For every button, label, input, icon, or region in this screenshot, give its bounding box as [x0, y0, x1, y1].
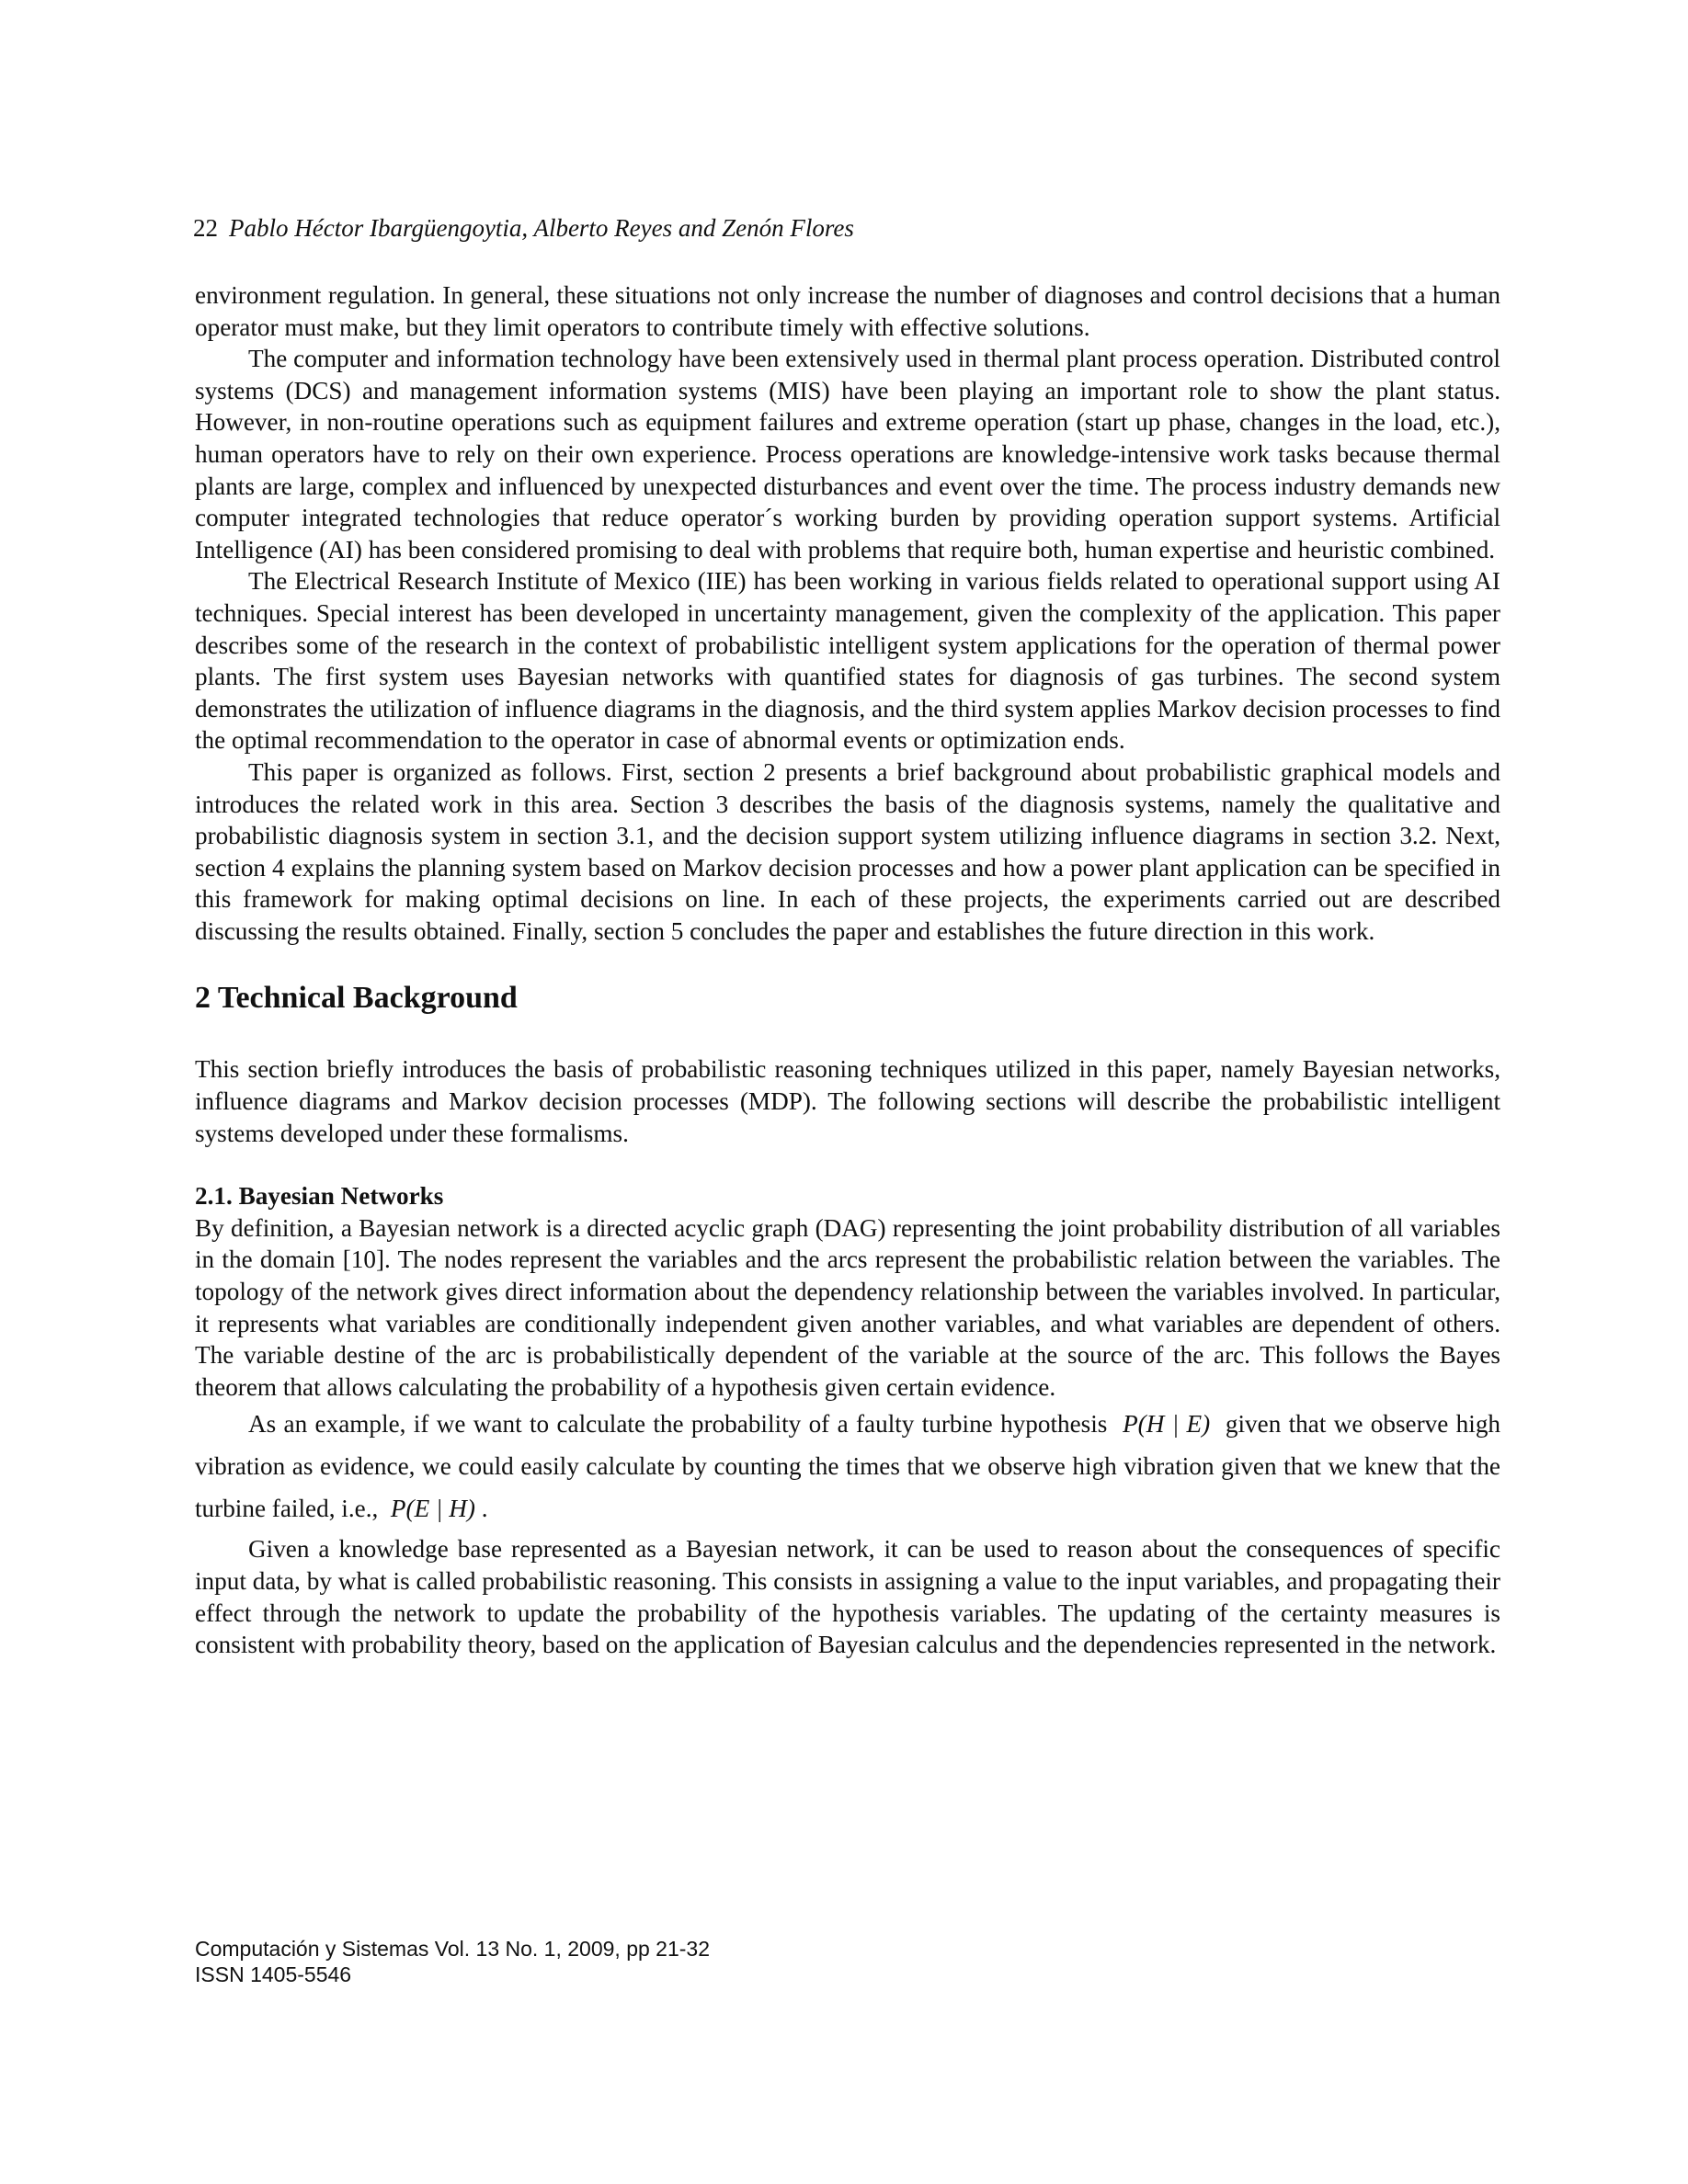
intro-paragraph-2: The computer and information technology have been extensively used in thermal plant process operation. Distributed control systems (DCS) and management information systems (MIS) have been playing an important role to show the plant status. However, in non-routine operations such as equipment failures and extreme operation (start up phase, changes in the load, etc.), human operators have to rely on their own experience. Process operations are knowledge-intensive work tasks because thermal plants are large, complex and influenced by unexpected disturbances and event over the time. The process industry demands new computer integrated technologies that reduce operator´s working burden by providing operation support systems. Artificial Intelligence (AI) has been considered promising to deal with problems that require both, human expertise and heuristic combined.: [195, 345, 1500, 563]
section-2-1-paragraph-1: By definition, a Bayesian network is a directed acyclic graph (DAG) representing the joint probability distribution of all variables in the domain [10]. The nodes represent the variables and the arcs represent the probabilistic relation between the variables. The topology of the network gives direct information about the dependency relationship between the variables involved. In particular, it represents what variables are conditionally independent given another variables, and what variables are dependent of others. The variable destine of the arc is probabilistically dependent of the variable at the source of the arc. This follows the Bayes theorem that allows calculating the probability of a hypothesis given certain evidence.: [195, 1213, 1500, 1401]
body-text: [195, 279, 1500, 1661]
section-2-heading: 2 Technical Background: [195, 981, 518, 1016]
running-header: [193, 210, 1499, 246]
page-number: 22: [193, 214, 218, 242]
paragraph-2-text-a: As an example, if we want to calculate the probability of a faulty turbine hypothesis: [248, 1410, 1108, 1439]
footer-issn: ISSN 1405-5546: [195, 1962, 352, 1986]
header-authors: Pablo Héctor Ibargüengoytia, Alberto Reyes and Zenón Flores: [229, 214, 854, 242]
section-2-paragraph-1: This section briefly introduces the basis of probabilistic reasoning techniques utilized in this paper, namely Bayesian networks, influence diagrams and Markov decision processes (MDP). The following sections will describe the probabilistic intelligent systems developed under these formalisms.: [195, 1055, 1500, 1147]
footer-journal: Computación y Sistemas Vol. 13 No. 1, 2009, pp 21-32: [195, 1937, 710, 1961]
intro-paragraph-4: This paper is organized as follows. First, section 2 presents a brief background about probabilistic graphical models and introduces the related work in this area. Section 3 describes the basis of the diagnosis systems, namely the qualitative and probabilistic diagnosis system in section 3.1, and the decision support system utilizing influence diagrams in section 3.2. Next, section 4 explains the planning system based on Markov decision processes and how a power plant application can be specified in this framework for making optimal decisions on line. In each of these projects, the experiments carried out are described discussing the results obtained. Finally, section 5 concludes the paper and establishes the future direction in this work.: [195, 757, 1500, 945]
journal-footer: [195, 1936, 1022, 1987]
formula-p-e-given-h: P(E | H): [390, 1495, 475, 1523]
section-2-1-heading: 2.1. Bayesian Networks: [195, 1182, 444, 1211]
paragraph-2-text-b: given that we observe high vibration as evidence, we could easily calculate by counting the times that we observe high vibration given that we knew that the turbine failed, i.e.,: [195, 1410, 1501, 1523]
intro-paragraph-1: environment regulation. In general, these situations not only increase the number of diagnoses and control decisions that a human operator must make, but they limit operators to contribute timely with effective solutions.: [195, 281, 1500, 341]
paragraph-2-text-c: .: [481, 1495, 488, 1523]
section-2-1-paragraph-2: [195, 1403, 1500, 1530]
formula-p-h-given-e: P(H | E): [1123, 1410, 1211, 1439]
section-2-1-paragraph-3: Given a knowledge base represented as a Bayesian network, it can be used to reason about the consequences of specific input data, by what is called probabilistic reasoning. This consists in assigning a value to the input variables, and propagating their effect through the network to update the probability of the hypothesis variables. The updating of the certainty measures is consistent with probability theory, based on the application of Bayesian calculus and the dependencies represented in the network.: [195, 1535, 1500, 1659]
intro-paragraph-3: The Electrical Research Institute of Mexico (IIE) has been working in various fields related to operational support using AI techniques. Special interest has been developed in uncertainty management, given the complexity of the application. This paper describes some of the research in the context of probabilistic intelligent system applications for the operation of thermal power plants. The first system uses Bayesian networks with quantified states for diagnosis of gas turbines. The second system demonstrates the utilization of influence diagrams in the diagnosis, and the third system applies Markov decision processes to find the optimal recommendation to the operator in case of abnormal events or optimization ends.: [195, 567, 1500, 755]
